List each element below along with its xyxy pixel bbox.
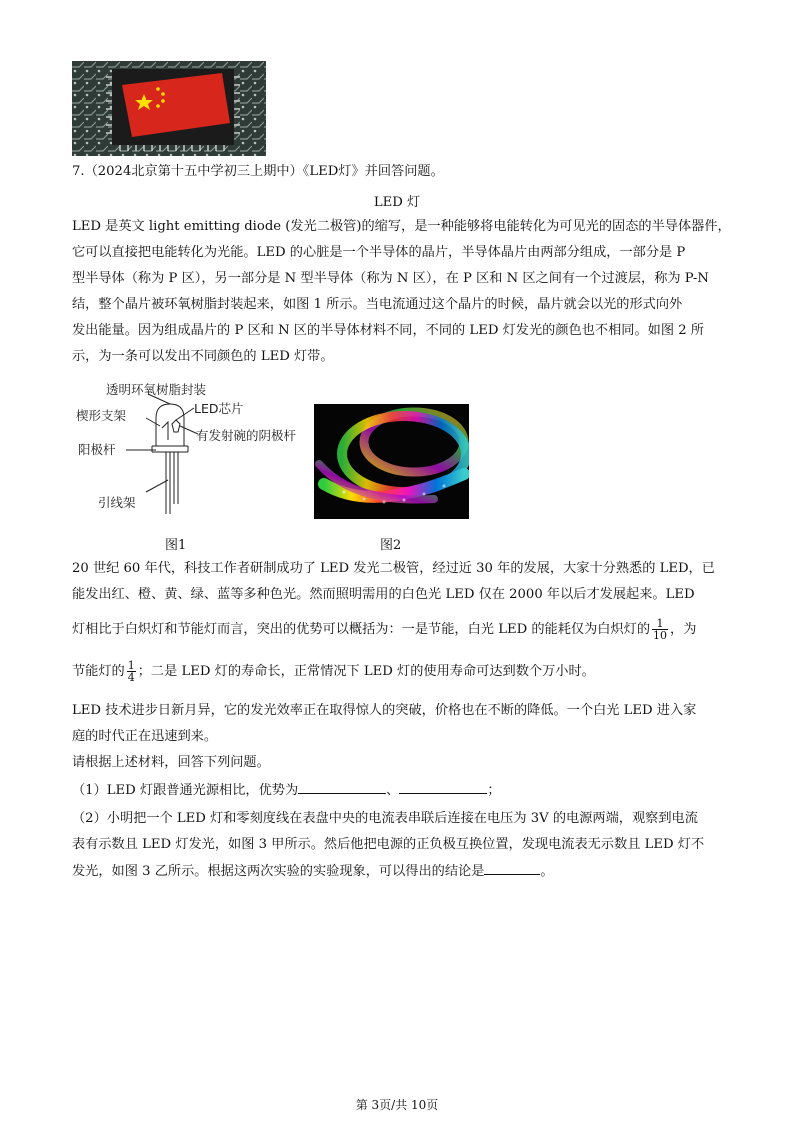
text-line: 20 世纪 60 年代，科技工作者研制成功了 LED 发光二极管，经过近 30 年的发展，大家十分熟悉的 LED，已	[72, 561, 715, 576]
question-1-text: （1）LED 灯跟普通光源相比，优势为	[72, 783, 299, 798]
text-line: 示，为一条可以发出不同颜色的 LED 灯带。	[72, 349, 334, 364]
question-header: 7.（2024北京第十五中学初三上期中）《LED灯》并回答问题。	[72, 164, 444, 179]
fraction-numerator: 1	[127, 659, 135, 672]
end-mark: 。	[540, 864, 554, 879]
text-segment: 灯相比于白炽灯和节能灯而言，突出的优势可以概括为：一是节能，白光 LED 的能耗仅为白炽灯的	[72, 622, 651, 637]
fraction-numerator: 1	[652, 618, 668, 630]
text-segment: ，为	[670, 622, 697, 637]
fraction-denominator: 4	[127, 671, 135, 684]
instruction-text: 请根据上述材料，回答下列问题。	[72, 755, 270, 770]
figure-1-caption: 图1	[165, 538, 187, 553]
text-line: 庭的时代正在迅速到来。	[72, 729, 218, 744]
text-segment: ；二是 LED 灯的寿命长，正常情况下 LED 灯的使用寿命可达到数个万小时。	[137, 664, 595, 679]
answer-blank-1[interactable]	[298, 781, 386, 794]
article-title: LED 灯	[373, 195, 421, 210]
fraction-denominator: 10	[653, 629, 668, 642]
end-mark: ；	[487, 783, 501, 798]
text-line: LED 是英文 light emitting diode (发光二极管)的缩写，是一种能够将电能转化为可见光的固态的半导体器件，	[72, 219, 731, 234]
chip-photo	[72, 61, 266, 156]
text-line: 结，整个晶片被环氧树脂封装起来，如图 1 所示。当电流通过这个晶片的时候，晶片就会以光的形式向外	[72, 297, 683, 312]
label-anode: 阳极杆	[78, 442, 116, 457]
question-2-text: 发光，如图 3 乙所示。根据这两次实验的实验现象，可以得出的结论是	[72, 864, 485, 879]
question-2-line: 表有示数且 LED 灯发光，如图 3 甲所示。然后他把电源的正负极互换位置，发现电流表无示数且 LED 灯不	[72, 837, 705, 852]
figure-2-led-strip-photo	[314, 404, 469, 519]
text-segment: 节能灯的	[72, 664, 125, 679]
text-line-with-fraction	[72, 618, 696, 641]
text-line: 发出能量。因为组成晶片的 P 区和 N 区的半导体材料不同，不同的 LED 灯发光的颜色也不相同。如图 2 所	[72, 323, 704, 338]
question-2-line: （2）小明把一个 LED 灯和零刻度线在表盘中央的电流表串联后连接在电压为 3V 的电源两端，观察到电流	[72, 811, 698, 826]
page-footer: 第 3页/共 10页	[355, 1098, 439, 1112]
figure-2-caption: 图2	[380, 538, 402, 553]
question-2-last-line	[72, 862, 554, 881]
text-line-with-fraction	[72, 660, 595, 683]
text-line: LED 技术进步日新月异，它的发光效率正在取得惊人的突破，价格也在不断的降低。一个白光 LED 进入家	[72, 703, 697, 718]
label-wedge-support: 楔形支架	[76, 408, 127, 423]
text-line: 它可以直接把电能转化为光能。LED 的心脏是一个半导体的晶片，半导体晶片由两部分组成，一部分是 P	[72, 245, 686, 260]
separator: 、	[386, 783, 400, 798]
text-line: 能发出红、橙、黄、绿、蓝等多种色光。然而照明需用的白色光 LED 仅在 2000 年以后才发展起来。LED	[72, 587, 695, 602]
label-epoxy: 透明环氧树脂封装	[106, 382, 207, 397]
label-cathode-cup: 有发射碗的阴极杆	[196, 428, 297, 443]
fraction-one-tenth	[652, 618, 668, 641]
text-line: 型半导体（称为 P 区），另一部分是 N 型半导体（称为 N 区），在 P 区和 N 区之间有一个过渡层，称为 P-N	[72, 271, 709, 286]
label-lead-frame: 引线架	[98, 495, 136, 510]
question-1	[72, 781, 501, 800]
figure-1-led-diagram	[76, 380, 312, 520]
label-led-chip: LED芯片	[194, 401, 244, 416]
fraction-one-quarter	[127, 660, 136, 683]
answer-blank-3[interactable]	[484, 862, 540, 875]
answer-blank-2[interactable]	[399, 781, 487, 794]
